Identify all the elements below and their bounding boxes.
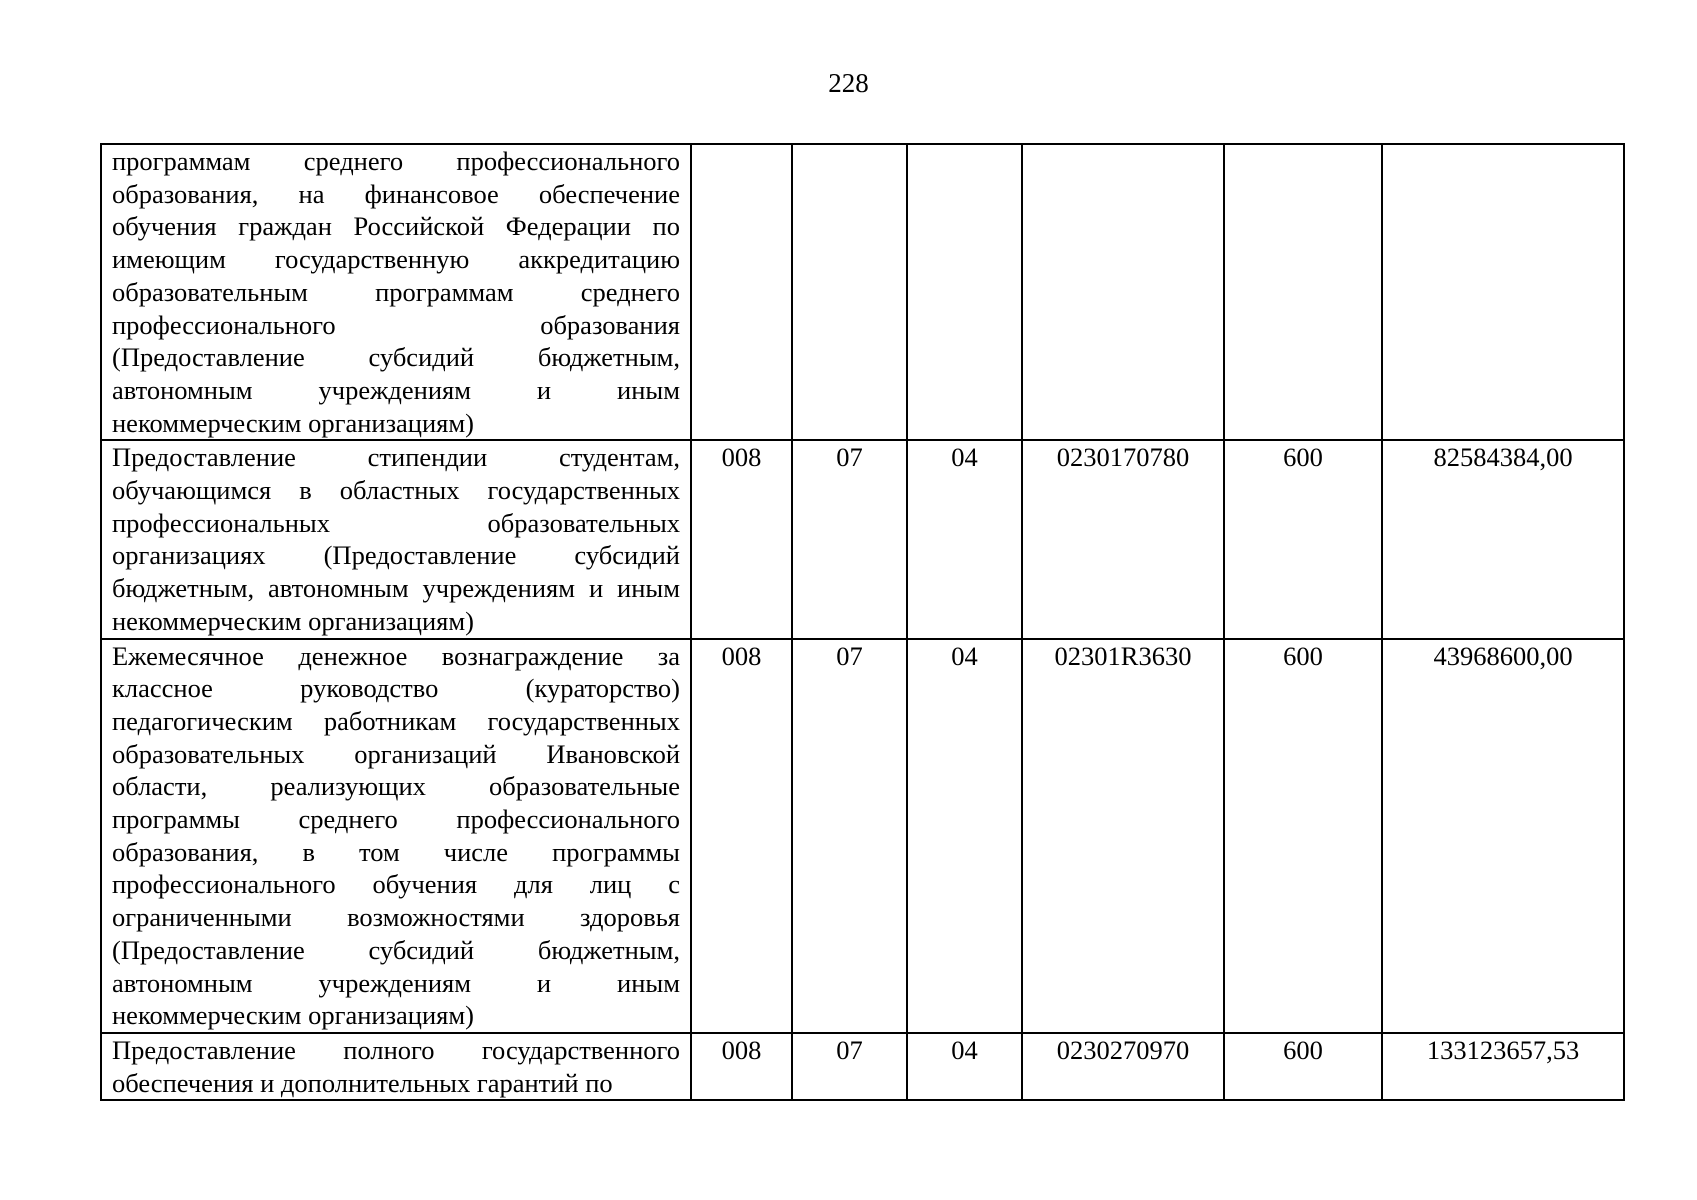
section-code-cell: 07 — [792, 639, 907, 1033]
amount-cell: 43968600,00 — [1382, 639, 1624, 1033]
expense-name-cell: Предоставление стипендии студентам, обучающимся в областных государственных профессиональных образовательных организациях (Предоставление субсидий бюджетным, автономным учреждениям и иным некоммерческим организациям) — [101, 440, 691, 638]
section-code-cell — [792, 144, 907, 440]
amount-cell — [1382, 144, 1624, 440]
expense-name-cell: программам среднего профессионального образования, на финансовое обеспечение обучения граждан Российской Федерации по имеющим государственную аккредитацию образовательным программам среднего профессионального образования (Предоставление субсидий бюджетным, автономным учреждениям и иным некоммерческим организациям) — [101, 144, 691, 440]
table-row — [101, 1033, 1624, 1100]
table-row — [101, 144, 1624, 440]
subsection-code-cell: 04 — [907, 1033, 1022, 1100]
amount-cell: 133123657,53 — [1382, 1033, 1624, 1100]
ministry-code-cell: 008 — [691, 1033, 792, 1100]
subsection-code-cell: 04 — [907, 440, 1022, 638]
section-code-cell: 07 — [792, 440, 907, 638]
section-code-cell: 07 — [792, 1033, 907, 1100]
target-article-cell: 0230170780 — [1022, 440, 1224, 638]
ministry-code-cell: 008 — [691, 639, 792, 1033]
subsection-code-cell: 04 — [907, 639, 1022, 1033]
amount-cell: 82584384,00 — [1382, 440, 1624, 638]
expense-type-cell — [1224, 144, 1382, 440]
table-row — [101, 440, 1624, 638]
expense-type-cell: 600 — [1224, 639, 1382, 1033]
expense-name-cell: Ежемесячное денежное вознаграждение за классное руководство (кураторство) педагогическим работникам государственных образовательных организаций Ивановской области, реализующих образовательные программы среднего профессионального образования, в том числе программы профессионального обучения для лиц с ограниченными возможностями здоровья (Предоставление субсидий бюджетным, автономным учреждениям и иным некоммерческим организациям) — [101, 639, 691, 1033]
budget-table — [100, 143, 1625, 1101]
expense-type-cell: 600 — [1224, 1033, 1382, 1100]
ministry-code-cell — [691, 144, 792, 440]
target-article-cell: 02301R3630 — [1022, 639, 1224, 1033]
target-article-cell: 0230270970 — [1022, 1033, 1224, 1100]
page-number: 228 — [828, 68, 869, 98]
expense-type-cell: 600 — [1224, 440, 1382, 638]
target-article-cell — [1022, 144, 1224, 440]
subsection-code-cell — [907, 144, 1022, 440]
expense-name-cell: Предоставление полного государственного обеспечения и дополнительных гарантий по — [101, 1033, 691, 1100]
ministry-code-cell: 008 — [691, 440, 792, 638]
table-row — [101, 639, 1624, 1033]
